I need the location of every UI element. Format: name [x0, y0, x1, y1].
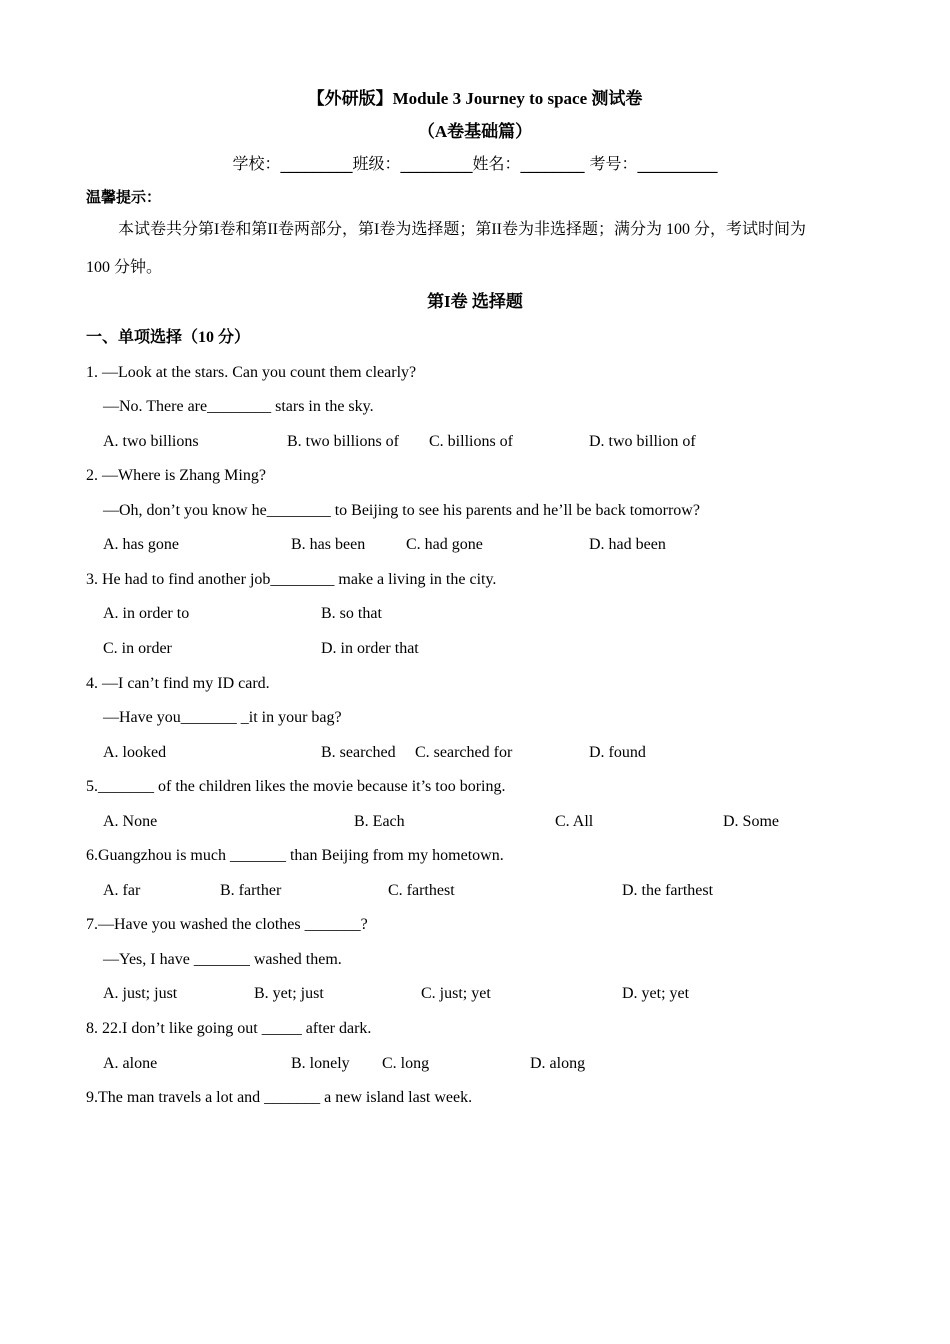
question-6-option-a[interactable]: A. far	[103, 882, 141, 899]
question-1-option-c[interactable]: C. billions of	[429, 433, 514, 450]
question-5-option-a[interactable]: A. None	[103, 813, 158, 830]
question-1-option-b[interactable]: B. two billions of	[287, 433, 400, 450]
notice-label: 温馨提示：	[86, 188, 162, 206]
notice-text-line1: 本试卷共分第I卷和第II卷两部分，第I卷为选择题；第II卷为非选择题；满分为 100 分，考试时间为	[118, 221, 806, 238]
student-info-line: 学校：_________班级：_________姓名：________ 考号：__________	[232, 154, 718, 173]
question-8-stem: 8. 22.I don’t like going out _____ after dark.	[86, 1020, 372, 1037]
question-2-option-d[interactable]: D. had been	[589, 536, 666, 553]
question-2-option-b[interactable]: B. has been	[291, 536, 366, 553]
question-8-option-d[interactable]: D. along	[530, 1055, 586, 1072]
question-9-stem: 9.The man travels a lot and _______ a new island last week.	[86, 1089, 473, 1106]
question-6-stem: 6.Guangzhou is much _______ than Beijing from my hometown.	[86, 847, 504, 864]
section-title: 第I卷 选择题	[427, 292, 523, 311]
question-7-option-d[interactable]: D. yet; yet	[622, 985, 690, 1002]
question-8-option-a[interactable]: A. alone	[103, 1055, 158, 1072]
question-5-option-b[interactable]: B. Each	[354, 813, 405, 830]
question-3-option-c[interactable]: C. in order	[103, 640, 172, 657]
question-2-option-c[interactable]: C. had gone	[406, 536, 483, 553]
question-8-option-c[interactable]: C. long	[382, 1055, 430, 1072]
question-6-option-b[interactable]: B. farther	[220, 882, 282, 899]
question-4-stem: 4. —I can’t find my ID card.	[86, 675, 270, 692]
question-1-stem-2: —No. There are________ stars in the sky.	[103, 398, 374, 415]
question-4-stem-2: —Have you_______ _it in your bag?	[103, 709, 342, 726]
exam-title: 【外研版】Module 3 Journey to space 测试卷	[307, 89, 643, 108]
question-7-option-b[interactable]: B. yet; just	[254, 985, 324, 1002]
question-4-option-d[interactable]: D. found	[589, 744, 646, 761]
question-4-option-a[interactable]: A. looked	[103, 744, 167, 761]
notice-text-line2: 100 分钟。	[86, 259, 163, 276]
question-3-option-a[interactable]: A. in order to	[103, 605, 190, 622]
question-8-option-b[interactable]: B. lonely	[291, 1055, 350, 1072]
question-4-option-b[interactable]: B. searched	[321, 744, 396, 761]
question-5-option-c[interactable]: C. All	[555, 813, 594, 830]
question-3-stem: 3. He had to find another job________ make a living in the city.	[86, 571, 497, 588]
part-title: 一、单项选择（10 分）	[86, 329, 251, 346]
question-7-stem: 7.—Have you washed the clothes _______?	[86, 916, 368, 933]
question-1-option-d[interactable]: D. two billion of	[589, 433, 696, 450]
question-6-option-c[interactable]: C. farthest	[388, 882, 455, 899]
question-7-option-a[interactable]: A. just; just	[103, 985, 178, 1002]
question-2-option-a[interactable]: A. has gone	[103, 536, 179, 553]
question-7-option-c[interactable]: C. just; yet	[421, 985, 491, 1002]
question-5-stem: 5._______ of the children likes the movie because it’s too boring.	[86, 778, 506, 795]
question-5-option-d[interactable]: D. Some	[723, 813, 779, 830]
question-6-option-d[interactable]: D. the farthest	[622, 882, 714, 899]
question-3-option-b[interactable]: B. so that	[321, 605, 382, 622]
question-1-stem: 1. —Look at the stars. Can you count them clearly?	[86, 364, 417, 381]
exam-subtitle: （A卷基础篇）	[417, 122, 533, 141]
question-2-stem-2: —Oh, don’t you know he________ to Beijing to see his parents and he’ll be back tomorrow?	[103, 502, 700, 519]
question-2-stem: 2. —Where is Zhang Ming?	[86, 467, 266, 484]
question-7-stem-2: —Yes, I have _______ washed them.	[103, 951, 342, 968]
question-4-option-c[interactable]: C. searched for	[415, 744, 513, 761]
question-3-option-d[interactable]: D. in order that	[321, 640, 419, 657]
question-1-option-a[interactable]: A. two billions	[103, 433, 199, 450]
